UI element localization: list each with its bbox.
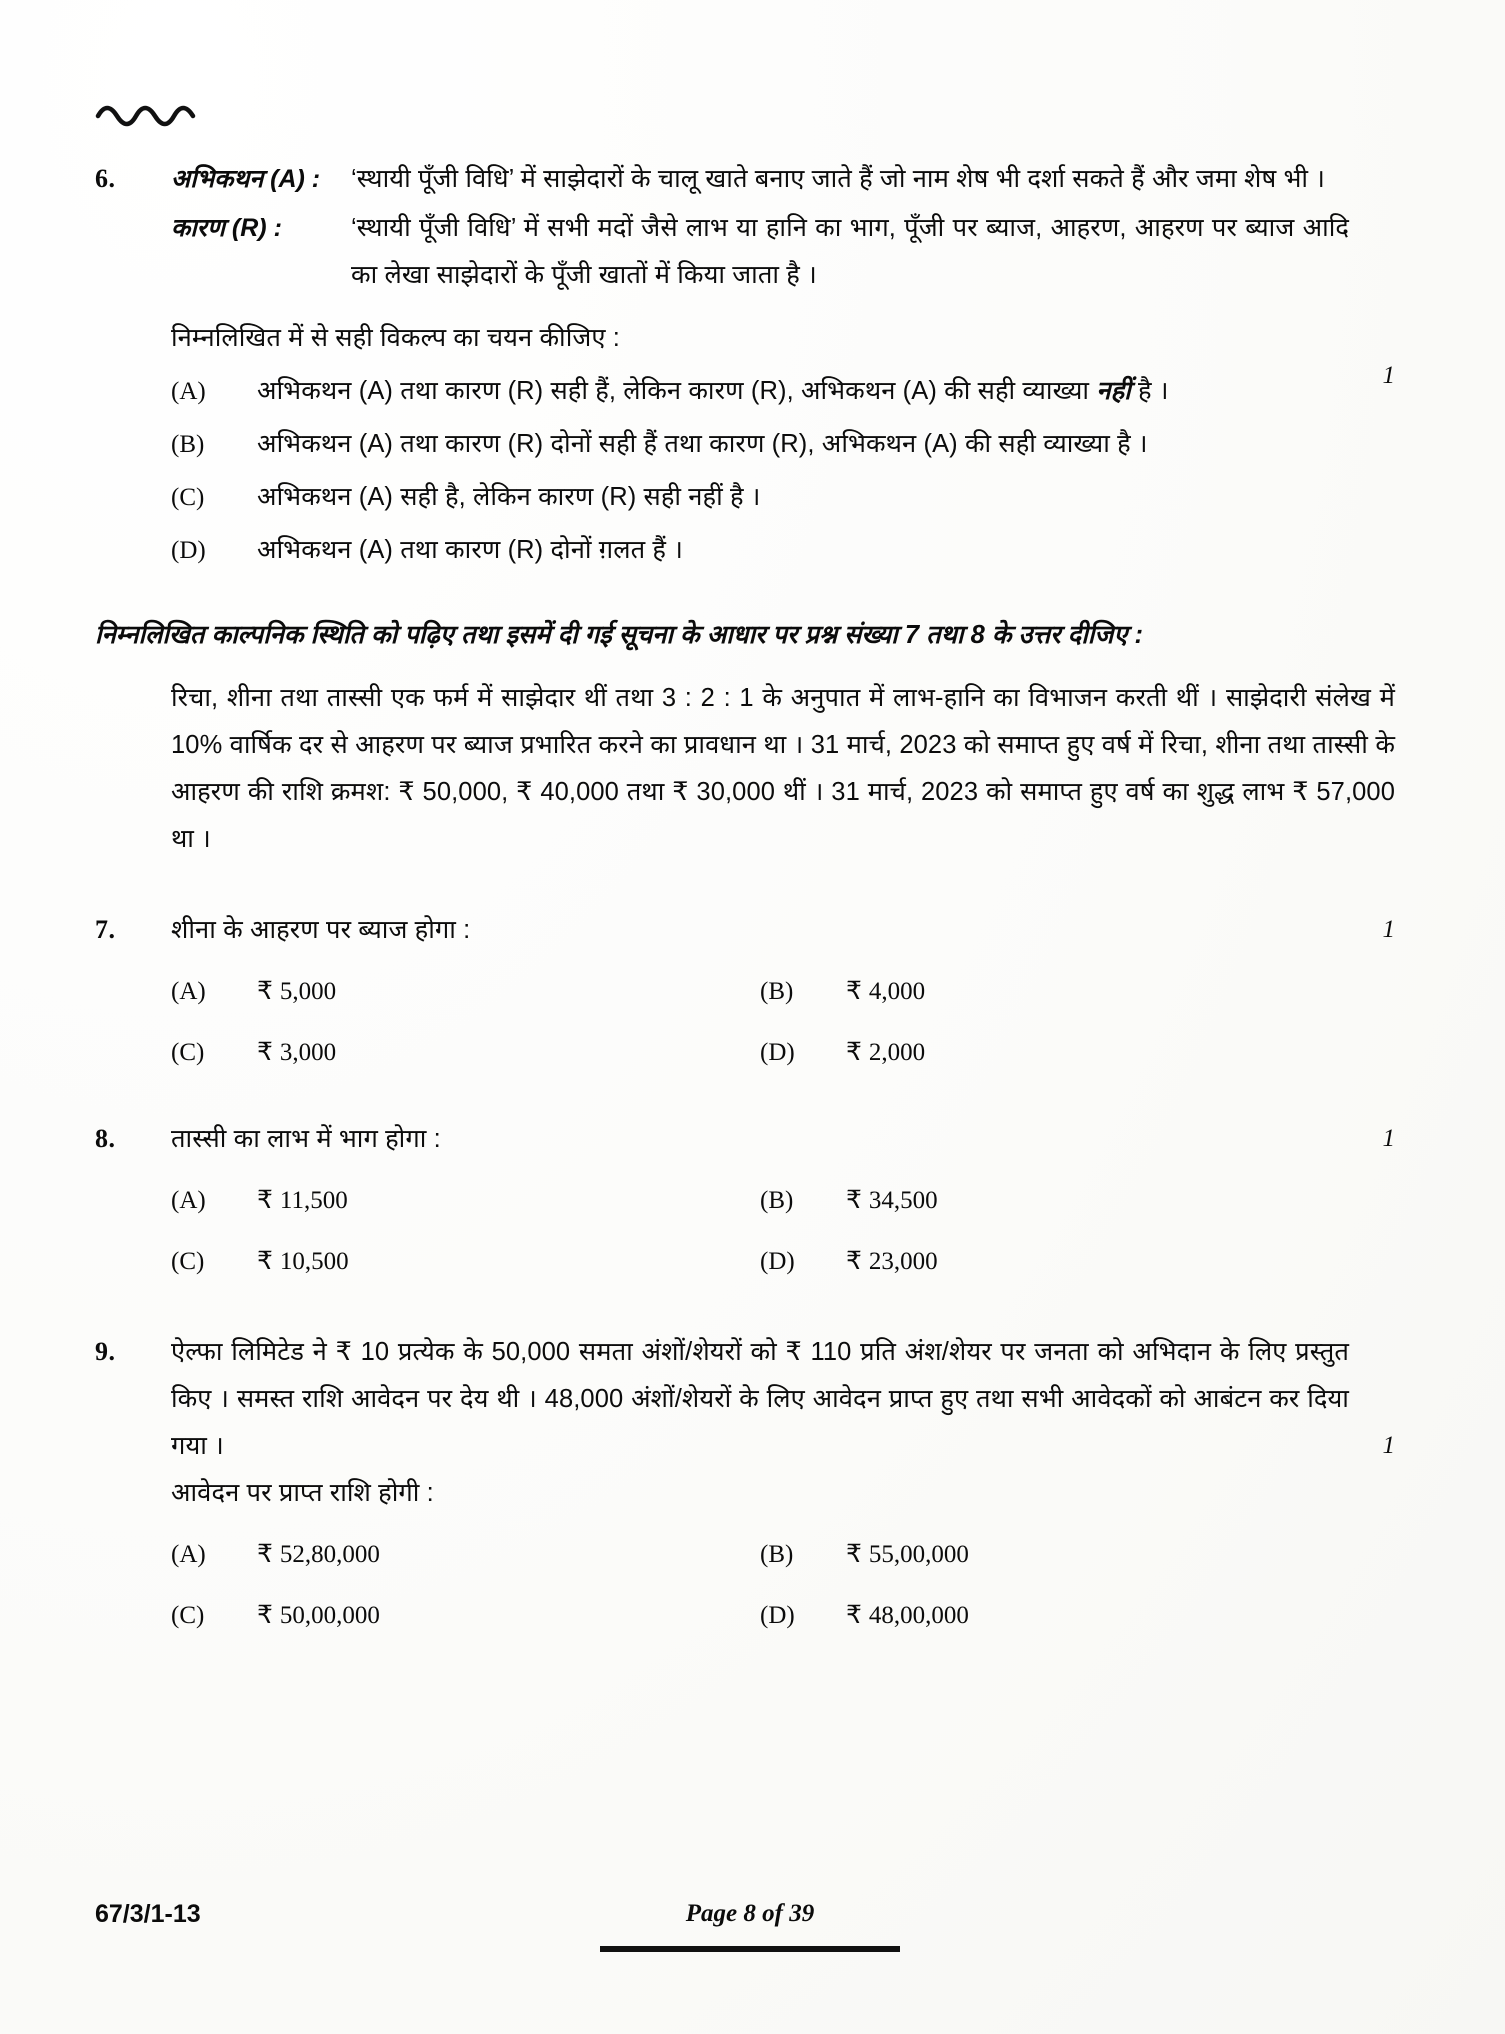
option-letter: (B) — [760, 1541, 794, 1568]
question-6 — [95, 156, 1395, 574]
option-amount: 5,000 — [279, 978, 337, 1005]
rupee-icon: ₹ — [846, 1601, 862, 1629]
page-content — [95, 96, 1395, 1639]
question-8-option-a[interactable] — [171, 1177, 760, 1224]
rupee-icon: ₹ — [846, 1186, 862, 1214]
option-letter: (B) — [171, 431, 205, 458]
option-amount: 23,000 — [868, 1248, 938, 1275]
wave-mark-icon — [95, 96, 215, 130]
option-letter: (D) — [171, 537, 206, 564]
question-9-number: 9. — [95, 1337, 116, 1366]
option-amount: 2,000 — [868, 1039, 926, 1066]
option-amount: 52,80,000 — [279, 1541, 380, 1568]
question-8-number: 8. — [95, 1124, 116, 1153]
question-9-options-row-2 — [171, 1592, 1349, 1639]
question-9-options-row-1 — [171, 1531, 1349, 1578]
assertion-text: ‘स्थायी पूँजी विधि’ में साझेदारों के चालू खाते बनाए जाते हैं जो नाम शेष भी दर्शा सकते हैं और जमा शेष भी । — [351, 165, 1326, 193]
question-7-option-d[interactable] — [760, 1029, 1349, 1076]
question-9-option-a[interactable] — [171, 1531, 760, 1578]
question-8-option-d[interactable] — [760, 1238, 1349, 1285]
rupee-icon: ₹ — [257, 1247, 273, 1275]
rupee-icon: ₹ — [257, 1601, 273, 1629]
option-letter: (C) — [171, 1039, 205, 1066]
reason-text: ‘स्थायी पूँजी विधि’ में सभी मदों जैसे लाभ या हानि का भाग, पूँजी पर ब्याज, आहरण, आहरण पर ब्याज आदि का लेखा साझेदारों के पूँजी खातों में किया जाता है । — [351, 214, 1349, 289]
option-text — [257, 368, 1349, 415]
rupee-icon: ₹ — [257, 1038, 273, 1066]
option-value — [257, 1246, 349, 1276]
option-text: अभिकथन (A) सही है, लेकिन कारण (R) सही नहीं है । — [257, 483, 761, 511]
question-6-option-d[interactable] — [171, 527, 1349, 574]
assertion-label: अभिकथन (A) : — [171, 165, 321, 193]
option-amount: 34,500 — [868, 1187, 938, 1214]
question-8-option-c[interactable] — [171, 1238, 760, 1285]
question-6-number: 6. — [95, 164, 116, 193]
option-amount: 4,000 — [868, 978, 926, 1005]
case-study-instruction: निम्नलिखित काल्पनिक स्थिति को पढ़िए तथा इसमें दी गई सूचना के आधार पर प्रश्न संख्या 7 तथा 8 के उत्तर दीजिए : — [95, 621, 1143, 649]
rupee-icon: ₹ — [846, 977, 862, 1005]
option-letter: (B) — [760, 1187, 794, 1214]
option-amount: 10,500 — [279, 1248, 349, 1275]
option-value — [846, 1185, 938, 1215]
question-6-option-c[interactable] — [171, 474, 1349, 521]
question-8-marks: 1 — [1382, 1125, 1395, 1152]
option-amount: 11,500 — [279, 1187, 348, 1214]
option-letter: (C) — [171, 1248, 205, 1275]
question-9-marks: 1 — [1382, 1432, 1395, 1459]
rupee-icon: ₹ — [846, 1540, 862, 1568]
option-value — [846, 976, 925, 1006]
option-text-post: है । — [1130, 377, 1169, 405]
question-6-body — [171, 156, 1349, 574]
page-number: Page 8 of 39 — [685, 1900, 815, 1927]
option-letter: (D) — [760, 1039, 795, 1066]
option-amount: 50,00,000 — [279, 1602, 380, 1629]
option-letter: (B) — [760, 978, 794, 1005]
question-6-prompt: निम्नलिखित में से सही विकल्प का चयन कीजिए : — [171, 324, 620, 352]
option-text-pre: अभिकथन (A) तथा कारण (R) सही हैं, लेकिन कारण (R), अभिकथन (A) की सही व्याख्या — [257, 377, 1097, 405]
question-8 — [95, 1116, 1395, 1285]
question-9-option-c[interactable] — [171, 1592, 760, 1639]
question-7-option-a[interactable] — [171, 968, 760, 1015]
question-9 — [95, 1329, 1395, 1639]
page-footer — [95, 1900, 1405, 1960]
option-letter: (C) — [171, 1602, 205, 1629]
question-7-number: 7. — [95, 915, 116, 944]
question-7-marks: 1 — [1382, 916, 1395, 943]
option-value — [846, 1037, 925, 1067]
question-9-option-b[interactable] — [760, 1531, 1349, 1578]
option-value — [846, 1246, 938, 1276]
question-8-options-row-2 — [171, 1238, 1349, 1285]
rupee-icon: ₹ — [846, 1038, 862, 1066]
option-amount: 48,00,000 — [868, 1602, 969, 1629]
option-value — [257, 1037, 336, 1067]
question-6-option-a[interactable] — [171, 368, 1349, 415]
question-9-stem-continued: आवेदन पर प्राप्त राशि होगी : — [171, 1479, 434, 1507]
question-7-options-row-2 — [171, 1029, 1349, 1076]
question-7 — [95, 907, 1395, 1076]
question-6-marks: 1 — [1382, 362, 1395, 389]
option-letter: (C) — [171, 484, 205, 511]
question-7-option-b[interactable] — [760, 968, 1349, 1015]
question-9-stem: ऐल्फा लिमिटेड ने ₹ 10 प्रत्येक के 50,000 समता अंशों/शेयरों को ₹ 110 प्रति अंश/शेयर पर जनता को अभिदान के लिए प्रस्तुत किए । समस्त राशि आवेदन पर देय थी । 48,000 अंशों/शेयरों के लिए आवेदन प्राप्त हुए तथा सभी आवेदकों को आबंटन कर दिया गया । — [171, 1338, 1349, 1460]
option-amount: 3,000 — [279, 1039, 337, 1066]
option-letter: (A) — [171, 978, 206, 1005]
question-8-options-row-1 — [171, 1177, 1349, 1224]
option-text: अभिकथन (A) तथा कारण (R) दोनों ग़लत हैं । — [257, 536, 683, 564]
rupee-icon: ₹ — [846, 1247, 862, 1275]
question-7-options-row-1 — [171, 968, 1349, 1015]
rupee-icon: ₹ — [257, 977, 273, 1005]
rupee-icon: ₹ — [257, 1540, 273, 1568]
rupee-icon: ₹ — [257, 1186, 273, 1214]
option-text-emphasis: नहीं — [1096, 377, 1131, 405]
option-amount: 55,00,000 — [868, 1541, 969, 1568]
option-letter: (D) — [760, 1602, 795, 1629]
question-7-option-c[interactable] — [171, 1029, 760, 1076]
question-7-stem: शीना के आहरण पर ब्याज होगा : — [171, 916, 471, 944]
question-8-body — [171, 1116, 1349, 1285]
reason-label: कारण (R) : — [171, 214, 282, 242]
option-value — [257, 976, 336, 1006]
option-letter: (A) — [171, 1541, 206, 1568]
question-9-body — [171, 1329, 1349, 1639]
reason-row — [171, 205, 1349, 299]
question-8-option-b[interactable] — [760, 1177, 1349, 1224]
question-8-stem: तास्सी का लाभ में भाग होगा : — [171, 1125, 441, 1153]
question-9-option-d[interactable] — [760, 1592, 1349, 1639]
option-value — [257, 1600, 380, 1630]
option-letter: (D) — [760, 1248, 795, 1275]
case-study-paragraph: रिचा, शीना तथा तास्सी एक फर्म में साझेदार थीं तथा 3 : 2 : 1 के अनुपात में लाभ-हानि का विभाजन करती थीं । साझेदारी संलेख में 10% वार्षिक दर से आहरण पर ब्याज प्रभारित करने का प्रावधान था । 31 मार्च, 2023 को समाप्त हुए वर्ष में रिचा, शीना तथा तास्सी के आहरण की राशि क्रमश: ₹ 50,000, ₹ 40,000 तथा ₹ 30,000 थीं । 31 मार्च, 2023 को समाप्त हुए वर्ष का शुद्ध लाभ ₹ 57,000 था । — [171, 684, 1395, 853]
option-value — [257, 1185, 348, 1215]
option-value — [846, 1600, 969, 1630]
question-6-option-b[interactable] — [171, 421, 1349, 468]
option-letter: (A) — [171, 1187, 206, 1214]
question-7-body — [171, 907, 1349, 1076]
option-value — [846, 1539, 969, 1569]
paper-code: 67/3/1-13 — [95, 1900, 201, 1928]
footer-divider — [600, 1946, 900, 1952]
assertion-row — [171, 156, 1349, 203]
option-value — [257, 1539, 380, 1569]
option-text: अभिकथन (A) तथा कारण (R) दोनों सही हैं तथा कारण (R), अभिकथन (A) की सही व्याख्या है । — [257, 430, 1148, 458]
option-letter: (A) — [171, 378, 206, 405]
